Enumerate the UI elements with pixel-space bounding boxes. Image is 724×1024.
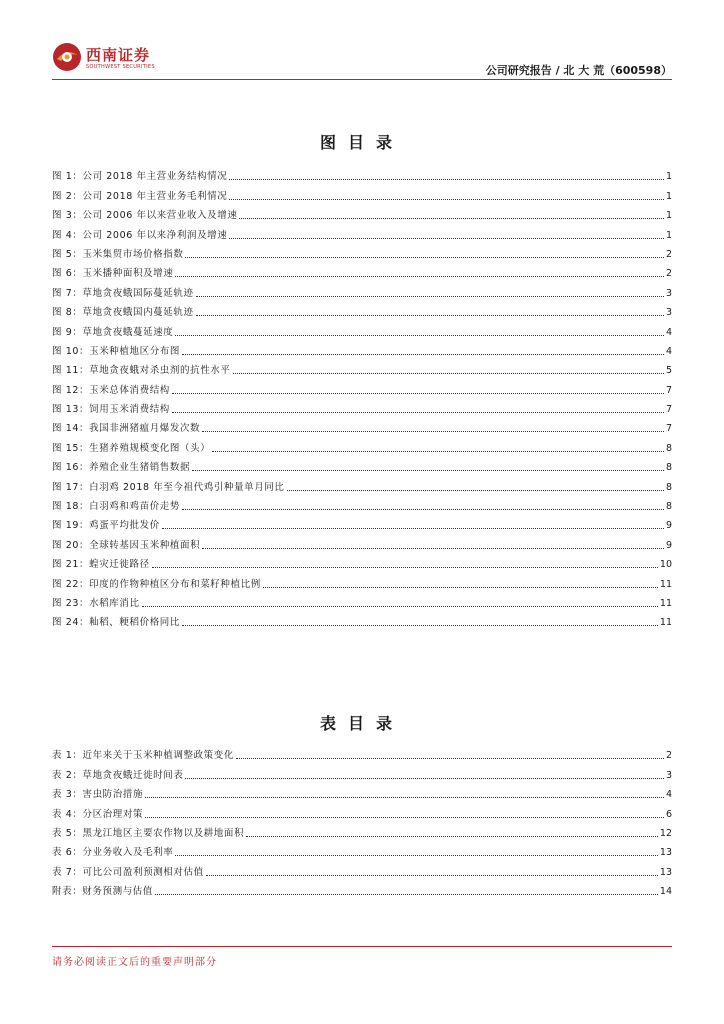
toc-entry-page: 2 — [665, 750, 672, 762]
figure-toc-entry[interactable] — [52, 416, 672, 435]
toc-leader-dots — [202, 548, 664, 549]
logo-text-en: SOUTHWEST SECURITIES — [86, 64, 155, 70]
toc-entry-page: 1 — [665, 171, 672, 183]
toc-entry-label: 表 2：草地贪夜蛾迁徙时间表 — [52, 769, 184, 781]
logo-mark-icon — [52, 42, 82, 72]
toc-entry-label: 图 15：生猪养殖规模变化图（头） — [52, 442, 211, 454]
toc-entry-label: 图 24：籼稻、粳稻价格同比 — [52, 617, 181, 629]
toc-entry-label: 图 19：鸡蛋平均批发价 — [52, 520, 160, 532]
header-divider — [52, 79, 672, 80]
toc-leader-dots — [212, 451, 664, 452]
toc-entry-page: 5 — [665, 365, 672, 377]
toc-leader-dots — [246, 836, 658, 837]
table-toc-entry[interactable] — [52, 879, 672, 898]
toc-leader-dots — [182, 509, 664, 510]
toc-leader-dots — [263, 587, 658, 588]
figure-toc-entry[interactable] — [52, 242, 672, 261]
toc-entry-label: 图 16：养殖企业生猪销售数据 — [52, 462, 191, 474]
toc-entry-label: 图 1：公司 2018 年主营业务结构情况 — [52, 171, 228, 183]
toc-entry-page: 11 — [659, 617, 672, 629]
toc-leader-dots — [182, 354, 664, 355]
toc-entry-label: 表 1：近年来关于玉米种植调整政策变化 — [52, 750, 234, 762]
toc-leader-dots — [229, 199, 664, 200]
toc-entry-label: 图 7：草地贪夜蛾国际蔓延轨迹 — [52, 287, 194, 299]
toc-entry-page: 6 — [665, 808, 672, 820]
toc-leader-dots — [202, 431, 664, 432]
toc-leader-dots — [229, 238, 664, 239]
figure-toc-entry[interactable] — [52, 552, 672, 571]
toc-entry-page: 1 — [665, 190, 672, 202]
toc-leader-dots — [175, 276, 664, 277]
toc-leader-dots — [185, 778, 663, 779]
toc-entry-label: 图 8：草地贪夜蛾国内蔓延轨迹 — [52, 307, 194, 319]
toc-entry-label: 表 5：黑龙江地区主要农作物以及耕地面积 — [52, 827, 245, 839]
toc-entry-page: 10 — [659, 559, 672, 571]
toc-leader-dots — [145, 817, 664, 818]
toc-entry-label: 表 3：害虫防治措施 — [52, 789, 144, 801]
figure-toc-entry[interactable] — [52, 164, 672, 183]
toc-entry-label: 图 6：玉米播种面积及增速 — [52, 268, 174, 280]
toc-leader-dots — [185, 257, 663, 258]
toc-entry-label: 表 4：分区治理对策 — [52, 808, 144, 820]
figure-toc-entry[interactable] — [52, 222, 672, 241]
figure-toc-entry[interactable] — [52, 261, 672, 280]
figure-toc-entry[interactable] — [52, 280, 672, 299]
toc-entry-label: 图 5：玉米集贸市场价格指数 — [52, 248, 184, 260]
figure-toc-entry[interactable] — [52, 319, 672, 338]
toc-entry-page: 12 — [659, 827, 672, 839]
toc-entry-label: 附表：财务预测与估值 — [52, 886, 154, 898]
figure-toc-entry[interactable] — [52, 532, 672, 551]
toc-leader-dots — [182, 625, 658, 626]
toc-entry-page: 1 — [665, 229, 672, 241]
toc-leader-dots — [152, 567, 658, 568]
table-toc-entry[interactable] — [52, 859, 672, 878]
toc-entry-label: 图 22：印度的作物种植区分布和菜籽种植比例 — [52, 578, 261, 590]
report-label: 公司研究报告 / 北 大 荒（600598） — [485, 64, 672, 77]
figure-toc-entry[interactable] — [52, 610, 672, 629]
toc-entry-page: 2 — [665, 268, 672, 280]
toc-entry-page: 8 — [665, 462, 672, 474]
table-toc-title: 表目录 — [319, 714, 404, 733]
figure-toc-entry[interactable] — [52, 203, 672, 222]
toc-leader-dots — [287, 490, 664, 491]
toc-entry-page: 7 — [665, 404, 672, 416]
toc-entry-page: 4 — [665, 345, 672, 357]
toc-entry-label: 图 20：全球转基因玉米种植面积 — [52, 539, 201, 551]
toc-leader-dots — [175, 335, 664, 336]
toc-leader-dots — [155, 894, 658, 895]
toc-leader-dots — [145, 797, 664, 798]
toc-entry-label: 图 10：玉米种植地区分布图 — [52, 345, 181, 357]
toc-entry-label: 图 17：白羽鸡 2018 年至今祖代鸡引种量单月同比 — [52, 481, 285, 493]
footer-divider — [52, 946, 672, 947]
table-toc-entry[interactable] — [52, 743, 672, 762]
toc-entry-label: 图 21：蝗灾迁徙路径 — [52, 559, 150, 571]
toc-entry-label: 图 12：玉米总体消费结构 — [52, 384, 170, 396]
toc-entry-page: 14 — [659, 886, 672, 898]
toc-leader-dots — [175, 855, 658, 856]
table-toc-entry[interactable] — [52, 821, 672, 840]
toc-entry-page: 13 — [659, 866, 672, 878]
table-toc-entry[interactable] — [52, 840, 672, 859]
toc-entry-page: 4 — [665, 789, 672, 801]
figure-toc-entry[interactable] — [52, 591, 672, 610]
figure-toc-list — [52, 164, 672, 629]
figure-toc-entry[interactable] — [52, 358, 672, 377]
toc-entry-page: 8 — [665, 501, 672, 513]
toc-entry-page: 3 — [665, 769, 672, 781]
toc-entry-page: 11 — [659, 597, 672, 609]
toc-leader-dots — [142, 606, 658, 607]
toc-entry-page: 13 — [659, 847, 672, 859]
figure-toc-entry[interactable] — [52, 435, 672, 454]
figure-toc-entry[interactable] — [52, 494, 672, 513]
toc-leader-dots — [172, 412, 664, 413]
toc-entry-page: 1 — [665, 210, 672, 222]
toc-leader-dots — [192, 470, 664, 471]
figure-toc-entry[interactable] — [52, 377, 672, 396]
toc-entry-label: 图 13：饲用玉米消费结构 — [52, 404, 170, 416]
table-toc-entry[interactable] — [52, 801, 672, 820]
toc-entry-page: 9 — [665, 520, 672, 532]
toc-entry-label: 图 11：草地贪夜蛾对杀虫剂的抗性水平 — [52, 365, 231, 377]
figure-toc-entry[interactable] — [52, 300, 672, 319]
toc-leader-dots — [206, 875, 658, 876]
logo-text-cn: 西南证券 — [86, 46, 151, 64]
toc-entry-page: 3 — [665, 287, 672, 299]
toc-entry-page: 7 — [665, 384, 672, 396]
figure-toc-entry[interactable] — [52, 474, 672, 493]
figure-toc-entry[interactable] — [52, 571, 672, 590]
toc-entry-page: 2 — [665, 248, 672, 260]
toc-leader-dots — [172, 393, 664, 394]
table-toc-entry[interactable] — [52, 762, 672, 781]
toc-entry-page: 7 — [665, 423, 672, 435]
toc-entry-label: 图 9：草地贪夜蛾蔓延速度 — [52, 326, 174, 338]
toc-entry-label: 表 6：分业务收入及毛利率 — [52, 847, 174, 859]
toc-entry-label: 图 18：白羽鸡和鸡苗价走势 — [52, 501, 181, 513]
toc-leader-dots — [229, 179, 664, 180]
figure-toc-entry[interactable] — [52, 183, 672, 202]
figure-toc-title: 图目录 — [319, 133, 404, 152]
toc-leader-dots — [236, 758, 664, 759]
toc-entry-page: 4 — [665, 326, 672, 338]
toc-leader-dots — [196, 315, 664, 316]
toc-leader-dots — [196, 296, 664, 297]
toc-entry-page: 8 — [665, 481, 672, 493]
table-toc-list — [52, 743, 672, 898]
figure-toc-entry[interactable] — [52, 397, 672, 416]
toc-entry-label: 图 4：公司 2006 年以来净利润及增速 — [52, 229, 228, 241]
toc-entry-page: 9 — [665, 539, 672, 551]
toc-entry-label: 图 2：公司 2018 年主营业务毛利情况 — [52, 190, 228, 202]
toc-leader-dots — [162, 528, 664, 529]
toc-entry-label: 表 7：可比公司盈利预测相对估值 — [52, 866, 204, 878]
table-toc-entry[interactable] — [52, 782, 672, 801]
toc-entry-label: 图 23：水稻库消比 — [52, 597, 140, 609]
toc-entry-page: 3 — [665, 307, 672, 319]
company-logo — [52, 40, 155, 76]
toc-leader-dots — [239, 218, 663, 219]
toc-leader-dots — [233, 373, 664, 374]
toc-entry-label: 图 14：我国非洲猪瘟月爆发次数 — [52, 423, 201, 435]
figure-toc-entry[interactable] — [52, 339, 672, 358]
toc-entry-page: 8 — [665, 442, 672, 454]
toc-entry-page: 11 — [659, 578, 672, 590]
figure-toc-entry[interactable] — [52, 513, 672, 532]
footer-disclaimer: 请务必阅读正文后的重要声明部分 — [52, 957, 217, 968]
figure-toc-entry[interactable] — [52, 455, 672, 474]
toc-entry-label: 图 3：公司 2006 年以来营业收入及增速 — [52, 210, 238, 222]
